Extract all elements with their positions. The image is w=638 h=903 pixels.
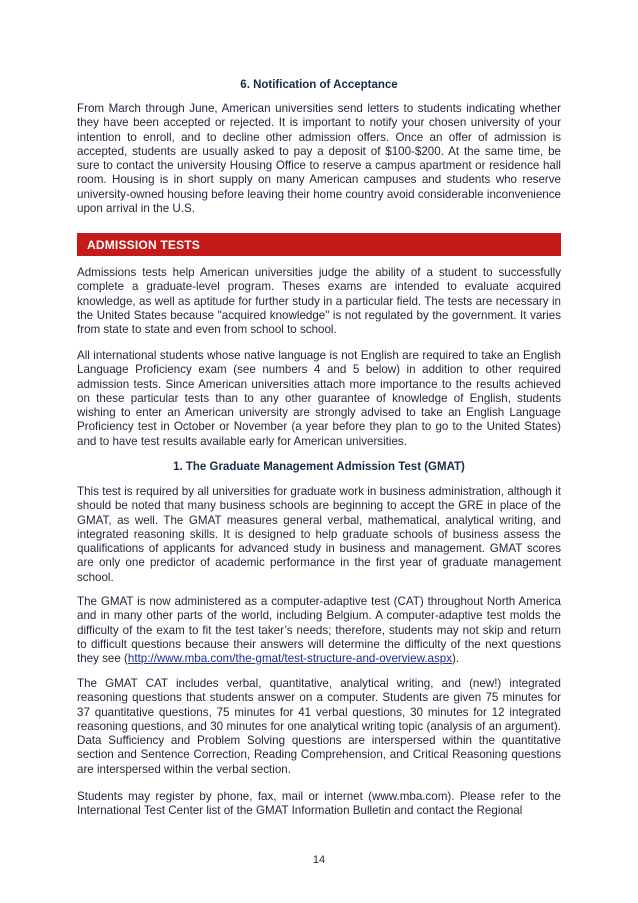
gmat-cat-text-before: The GMAT is now administered as a computer-adaptive test (CAT) throughout North America and in many other parts of the world, including Belgium. A computer-adaptive test molds the difficulty of the exam to fit the test taker’s needs; therefore, students may not skip and return to difficult questions because their answers will determine the difficulty of the next questions they see ( bbox=[77, 595, 561, 666]
paragraph-gmat-registration: Students may register by phone, fax, mail or internet (www.mba.com). Please refer to the International Test Center list of the GMAT Information Bulletin and contact the Regional bbox=[77, 790, 561, 818]
paragraph-notification: From March through June, American universities send letters to students indicating whether they have been accepted or rejected. It is important to notify your chosen university of your intention to enroll, and to decline other admission offers. Once an offer of admission is accepted, students are usually asked to pay a deposit of $100-$200. At the same time, be sure to contact the university Housing Office to reserve a campus apartment or residence hall room. Housing is in short supply on many American campuses and students who reserve university-owned housing before leaving their home country avoid considerable inconvenience upon arrival in the U.S. bbox=[77, 102, 561, 216]
admission-tests-banner bbox=[77, 233, 561, 256]
section-heading-gmat: 1. The Graduate Management Admission Test (GMAT) bbox=[173, 461, 465, 473]
paragraph-gmat-cat bbox=[77, 595, 561, 666]
gmat-structure-link[interactable]: http://www.mba.com/the-gmat/test-structure-and-overview.aspx bbox=[127, 652, 453, 666]
page-number: 14 bbox=[312, 854, 326, 866]
paragraph-gmat-overview: This test is required by all universities for graduate work in business administration, although it should be noted that many business schools are beginning to accept the GRE in place of the GMAT, as well. The GMAT measures general verbal, mathematical, analytical writing, and integrated reasoning skills. It is designed to help graduate schools of business assess the qualifications of applicants for advanced study in business and management. GMAT scores are only one predictor of academic performance in the first year of graduate management school. bbox=[77, 485, 561, 584]
paragraph-english-proficiency: All international students whose native language is not English are required to take an English Language Proficiency exam (see numbers 4 and 5 below) in addition to other required admission tests. Since American universities attach more importance to the results achieved on these particular tests than to any other guarantee of knowledge of English, students wishing to enter an American university are strongly advised to take an English Language Proficiency test in October or November (a year before they plan to go to the United States) and to have test results available early for American universities. bbox=[77, 349, 561, 448]
banner-title: ADMISSION TESTS bbox=[87, 237, 201, 252]
gmat-cat-text-after: ). bbox=[452, 652, 460, 666]
paragraph-admission-intro: Admissions tests help American universities judge the ability of a student to successfully complete a graduate-level program. Theses exams are intended to evaluate acquired knowledge, as well as aptitude for further study in a particular field. The tests are necessary in the United States because "acquired knowledge" is not regulated by the government. It varies from state to state and even from school to school. bbox=[77, 266, 561, 337]
paragraph-gmat-sections: The GMAT CAT includes verbal, quantitative, analytical writing, and (new!) integrated reasoning questions that students answer on a computer. Students are given 75 minutes for 37 quantitative questions, 75 minutes for 41 verbal questions, 30 minutes for 12 integrated reasoning questions, and 30 minutes for one analytical writing topic (analysis of an argument). Data Sufficiency and Problem Solving questions are interspersed within the quantitative section and Sentence Correction, Reading Comprehension, and Critical Reasoning questions are interspersed within the verbal section. bbox=[77, 677, 561, 776]
section-heading-notification: 6. Notification of Acceptance bbox=[240, 79, 398, 91]
document-page bbox=[77, 0, 561, 903]
